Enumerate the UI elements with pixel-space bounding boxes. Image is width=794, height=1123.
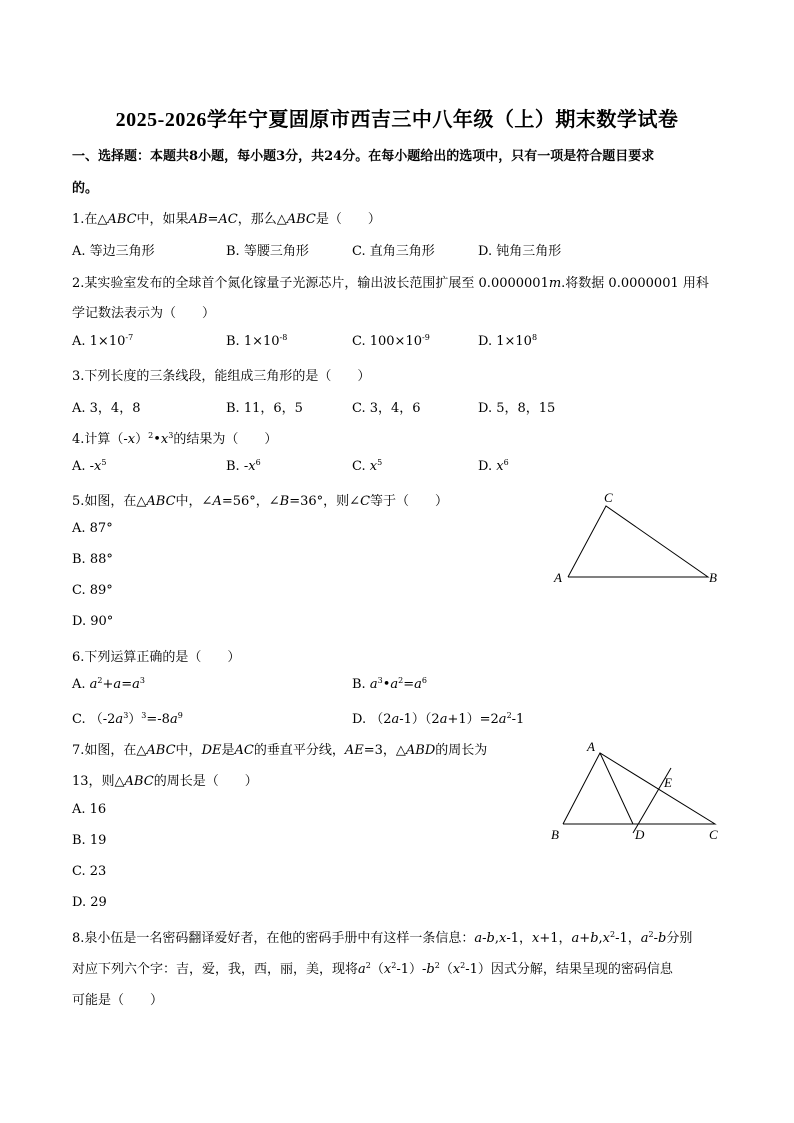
opt-exp: -8: [279, 333, 288, 342]
q3-option-c: C. 3，4，6: [352, 401, 421, 416]
label-a: A: [587, 739, 595, 754]
q4-text: •: [153, 432, 161, 447]
q8-text: 对应下列六个字：吉，爱，我，西，丽，美，现将: [72, 962, 359, 977]
q4-text: 4.计算（-: [72, 432, 128, 447]
q7-text: 是: [221, 743, 235, 758]
q7-text: 的周长为: [435, 743, 488, 758]
opt-text: +1）=2: [447, 712, 499, 727]
q2-text: .将数据 0.0000001 用科: [561, 276, 709, 291]
label-c: C: [709, 827, 718, 842]
opt-var: a: [169, 712, 178, 727]
q5-option-a: A. 87°: [72, 521, 113, 536]
q7-text: 7.如图，在△: [72, 743, 147, 758]
question-7-stem-line2: [72, 770, 258, 789]
opt-exp: 6: [421, 676, 427, 685]
q5-option-d: D. 90°: [72, 614, 114, 629]
opt-exp: 3: [139, 676, 145, 685]
opt-exp: 2: [398, 676, 404, 685]
opt-var: x: [369, 459, 378, 474]
q3-option-d: D. 5，8，15: [478, 401, 556, 416]
q5-var: A: [212, 494, 222, 509]
opt-exp: 5: [101, 458, 107, 467]
q4-option-d: [478, 459, 509, 474]
intro-num: 8: [189, 149, 199, 164]
opt-var: a: [115, 712, 124, 727]
q8-text: 8.泉小伍是一名密码翻译爱好者，在他的密码手册中有这样一条信息：: [72, 931, 475, 946]
triangle-abc: [568, 506, 708, 577]
opt-exp: 9: [177, 711, 183, 720]
q1-option-a: A. 等边三角形: [72, 244, 155, 259]
q7-text: 的垂直平分线，: [253, 743, 345, 758]
q4-var: x: [127, 432, 136, 447]
label-d: D: [635, 827, 645, 842]
intro-text: 一、选择题：本题共: [72, 149, 190, 164]
opt-exp: 5: [377, 458, 383, 467]
opt-exp: -9: [422, 333, 430, 342]
opt-text: -1）（2: [399, 712, 440, 727]
opt-text: •: [382, 677, 391, 692]
q7-var: ABC: [146, 743, 176, 758]
label-b: B: [551, 827, 559, 842]
opt-exp: -7: [125, 333, 134, 342]
opt-text: =: [403, 677, 415, 692]
question-2-stem: [72, 272, 709, 291]
q8-text: -1，: [506, 931, 533, 946]
q7-text: 13，则△: [72, 774, 125, 789]
q7-text: =3，△: [363, 743, 406, 758]
opt-var: a: [414, 677, 422, 692]
opt-text: D. （2: [352, 712, 392, 727]
q8-text: +1，: [539, 931, 572, 946]
opt-var: a: [132, 677, 140, 692]
q8-text: -: [653, 931, 659, 946]
q8-var: x: [532, 931, 540, 946]
q8-var: b: [658, 931, 667, 946]
q8-var: x: [602, 931, 610, 946]
q7-triangle-figure: [545, 735, 730, 847]
opt-text: A.: [72, 677, 90, 692]
q8-var: x: [499, 931, 507, 946]
q7-var: AC: [234, 743, 254, 758]
opt-exp: 2: [506, 711, 512, 720]
q8-var: a: [358, 962, 366, 977]
q5-option-b: B. 88°: [72, 552, 113, 567]
q8-exp: 2: [434, 961, 440, 970]
q1-var: ABC: [286, 212, 316, 227]
opt-text: D.: [478, 459, 497, 474]
q8-var: x: [452, 962, 461, 977]
q5-text: 中，∠: [175, 494, 213, 509]
opt-text: B.: [352, 677, 370, 692]
q4-option-b: [226, 459, 261, 474]
label-a: A: [554, 570, 562, 585]
q8-var: a-b: [474, 931, 495, 946]
q8-var: a+b: [571, 931, 599, 946]
q2-option-c: [352, 334, 430, 349]
q8-var: a: [640, 931, 649, 946]
opt-exp: 3: [141, 711, 147, 720]
opt-var: x: [94, 459, 102, 474]
section-intro-line2: 的。: [72, 181, 99, 196]
opt-exp: 2: [97, 676, 103, 685]
q5-option-c: C. 89°: [72, 583, 113, 598]
q5-text: =56°，∠: [221, 494, 280, 509]
q1-text: 1.在△: [72, 212, 108, 227]
question-8-stem: [72, 927, 692, 946]
opt-exp: 3: [123, 711, 129, 720]
intro-text: 分，共: [285, 149, 325, 164]
q2-unit: m: [548, 276, 562, 291]
q8-text: -1，: [615, 931, 641, 946]
q8-text: ,: [598, 931, 603, 946]
q4-text: 的结果为（ ）: [173, 432, 278, 447]
question-1-stem: [72, 208, 381, 227]
q7-option-c: C. 23: [72, 864, 107, 879]
question-3-stem: 3.下列长度的三条线段，能组成三角形的是（ ）: [72, 369, 371, 384]
opt-text: C.: [352, 459, 370, 474]
q7-text: 的周长是（ ）: [153, 774, 258, 789]
opt-exp: 6: [255, 458, 261, 467]
q2-option-d: [478, 334, 537, 349]
q1-var: ABC: [107, 212, 137, 227]
opt-text: =-8: [146, 712, 170, 727]
q1-option-c: C. 直角三角形: [352, 244, 435, 259]
opt-var: a: [89, 677, 98, 692]
q8-exp: 2: [610, 930, 616, 939]
q1-option-d: D. 钝角三角形: [478, 244, 562, 259]
q7-var: ABD: [405, 743, 436, 758]
opt-text: B. 1×10: [226, 334, 280, 349]
q8-exp: 2: [391, 961, 397, 970]
opt-text: +: [102, 677, 114, 692]
opt-text: =: [121, 677, 133, 692]
opt-text: B. -: [226, 459, 249, 474]
opt-var: x: [248, 459, 256, 474]
q8-var: x: [383, 962, 392, 977]
opt-text: C. （-2: [72, 712, 116, 727]
q1-var: AB=AC: [188, 212, 238, 227]
page-title: 2025-2026学年宁夏固原市西吉三中八年级（上）期末数学试卷: [115, 109, 679, 131]
label-c: C: [604, 490, 613, 505]
q7-var: ABC: [124, 774, 154, 789]
q1-text: 是（ ）: [315, 212, 381, 227]
q4-text: ）: [135, 432, 149, 447]
section-intro: [72, 145, 654, 164]
opt-var: a: [391, 712, 400, 727]
opt-exp: 6: [503, 458, 509, 467]
opt-text: A. -: [72, 459, 95, 474]
q4-exp: 3: [168, 431, 174, 440]
question-8-stem-line2: [72, 958, 673, 977]
opt-text: D. 1×10: [478, 334, 532, 349]
opt-var: x: [496, 459, 504, 474]
q5-text: =36°，则∠: [289, 494, 361, 509]
opt-var: a: [498, 712, 507, 727]
opt-exp: 3: [377, 676, 383, 685]
question-4-stem: [72, 428, 277, 447]
q5-var: C: [360, 494, 371, 509]
q3-option-b: B. 11，6，5: [226, 401, 303, 416]
opt-text: -1: [511, 712, 525, 727]
q8-text: -1）-: [396, 962, 427, 977]
q8-exp: 2: [648, 930, 654, 939]
q5-var: B: [279, 494, 290, 509]
q7-option-d: D. 29: [72, 895, 107, 910]
opt-var: a: [439, 712, 448, 727]
q4-var: x: [160, 432, 169, 447]
q6-option-b: [352, 677, 427, 692]
question-7-stem: [72, 739, 487, 758]
intro-total: 24: [324, 149, 343, 164]
q4-option-a: [72, 459, 106, 474]
q7-option-a: A. 16: [72, 802, 107, 817]
question-5-stem: [72, 490, 448, 509]
q8-text: ,: [494, 931, 500, 946]
q8-var: b: [426, 962, 435, 977]
opt-text: ）: [128, 712, 142, 727]
q6-option-c: [72, 708, 183, 727]
q1-text: ，那么△: [237, 212, 287, 227]
q8-text: 分别: [666, 931, 693, 946]
q1-option-b: B. 等腰三角形: [226, 244, 309, 259]
q5-text: 5.如图，在△: [72, 494, 147, 509]
q3-option-a: A. 3，4，8: [72, 401, 141, 416]
opt-text: C. 100×10: [352, 334, 422, 349]
q1-text: 中，如果: [136, 212, 189, 227]
question-6-stem: 6.下列运算正确的是（ ）: [72, 650, 241, 665]
q6-option-d: [352, 708, 524, 727]
q8-text: -1）因式分解，结果呈现的密码信息: [465, 962, 673, 977]
q7-var: DE: [201, 743, 222, 758]
opt-var: a: [369, 677, 378, 692]
intro-points: 3: [276, 149, 286, 164]
q2-text: 2.某实验室发布的全球首个氮化镓量子光源芯片，输出波长范围扩展至 0.0000001: [72, 276, 549, 291]
q6-option-a: [72, 677, 145, 692]
q4-option-c: [352, 459, 382, 474]
q5-var: ABC: [146, 494, 176, 509]
opt-var: a: [113, 677, 122, 692]
q2-option-b: [226, 334, 287, 349]
q4-exp: 2: [148, 431, 154, 440]
q8-text: （: [439, 962, 453, 977]
label-b: B: [709, 570, 717, 585]
question-8-stem-line3: 可能是（ ）: [72, 993, 164, 1008]
triangle-abc: [563, 753, 715, 824]
question-2-stem-line2: 学记数法表示为（ ）: [72, 306, 216, 321]
intro-text: 分。在每小题给出的选项中，只有一项是符合题目要求: [342, 149, 655, 164]
q5-triangle-figure: [548, 486, 728, 590]
opt-exp: 8: [531, 333, 538, 342]
q5-text: 等于（ ）: [370, 494, 449, 509]
q8-exp: 2: [460, 961, 466, 970]
q7-text: 中，: [175, 743, 202, 758]
q8-text: （: [370, 962, 384, 977]
opt-var: a: [390, 677, 399, 692]
label-e: E: [664, 775, 672, 790]
q7-var: AE: [344, 743, 364, 758]
q8-exp: 2: [365, 961, 371, 970]
intro-text: 小题，每小题: [198, 149, 277, 164]
q2-option-a: [72, 334, 133, 349]
opt-text: A. 1×10: [72, 334, 126, 349]
q7-option-b: B. 19: [72, 833, 107, 848]
